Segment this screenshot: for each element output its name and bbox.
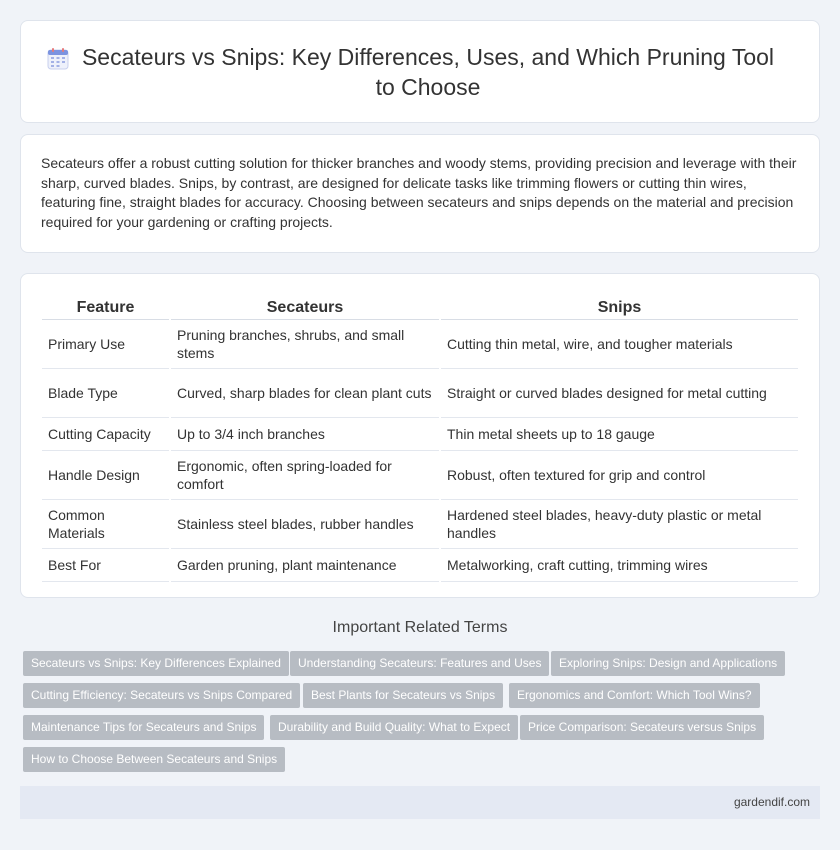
header-secateurs: Secateurs (170, 296, 440, 319)
related-term-tag[interactable]: Secateurs vs Snips: Key Differences Explained (23, 651, 289, 676)
related-term-tag[interactable]: Durability and Build Quality: What to Expect (270, 715, 518, 740)
related-term-tag[interactable]: Cutting Efficiency: Secateurs vs Snips Compared (23, 683, 300, 708)
page-title: Secateurs vs Snips: Key Differences, Uses, and Which Pruning Tool to Choose (81, 43, 775, 100)
header-card (20, 20, 820, 123)
table-row (42, 319, 798, 368)
table-cell: Pruning branches, shrubs, and small stems (170, 319, 440, 368)
table-cell: Up to 3/4 inch branches (170, 417, 440, 450)
comparison-table (42, 296, 798, 582)
table-row (42, 548, 798, 581)
intro-card (20, 134, 820, 253)
table-row (42, 499, 798, 548)
table-row (42, 368, 798, 417)
table-row (42, 417, 798, 450)
related-term-tag[interactable]: Understanding Secateurs: Features and Uses (290, 651, 549, 676)
related-terms-heading: Important Related Terms (332, 619, 508, 636)
table-header-row (42, 296, 798, 319)
table-cell: Hardened steel blades, heavy-duty plastic or metal handles (440, 499, 798, 548)
table-cell: Primary Use (42, 319, 170, 368)
intro-paragraph: Secateurs offer a robust cutting solution for thicker branches and woody stems, providing precision and leverage with their sharp, curved blades. Snips, by contrast, are designed for delicate tasks like trimming flowers or cutting thin wires, featuring fine, straight blades for accuracy. Choosing between secateurs and snips depends on the material and precision required for your gardening or crafting projects. (41, 155, 797, 230)
table-cell: Stainless steel blades, rubber handles (170, 499, 440, 548)
table-cell: Ergonomic, often spring-loaded for comfort (170, 450, 440, 499)
table-cell: Best For (42, 548, 170, 581)
related-term-tag[interactable]: Best Plants for Secateurs vs Snips (303, 683, 503, 708)
related-term-tag[interactable]: Exploring Snips: Design and Applications (551, 651, 785, 676)
related-term-tag[interactable]: Ergonomics and Comfort: Which Tool Wins? (509, 683, 760, 708)
table-cell: Cutting thin metal, wire, and tougher materials (440, 319, 798, 368)
related-term-tag[interactable]: How to Choose Between Secateurs and Snips (23, 747, 285, 772)
header-snips: Snips (440, 296, 798, 319)
header-feature: Feature (42, 296, 170, 319)
table-cell: Thin metal sheets up to 18 gauge (440, 417, 798, 450)
table-cell: Blade Type (42, 368, 170, 417)
table-cell: Common Materials (42, 499, 170, 548)
comparison-table-card (20, 273, 820, 598)
table-cell: Straight or curved blades designed for metal cutting (440, 368, 798, 417)
table-row (42, 450, 798, 499)
table-cell: Robust, often textured for grip and control (440, 450, 798, 499)
related-term-tag[interactable]: Maintenance Tips for Secateurs and Snips (23, 715, 264, 740)
footer (20, 786, 820, 819)
table-cell: Garden pruning, plant maintenance (170, 548, 440, 581)
related-term-tag[interactable]: Price Comparison: Secateurs versus Snips (520, 715, 764, 740)
table-cell: Curved, sharp blades for clean plant cuts (170, 368, 440, 417)
table-cell: Metalworking, craft cutting, trimming wires (440, 548, 798, 581)
table-cell: Handle Design (42, 450, 170, 499)
table-cell: Cutting Capacity (42, 417, 170, 450)
footer-site-name[interactable]: gardendif.com (733, 795, 810, 809)
